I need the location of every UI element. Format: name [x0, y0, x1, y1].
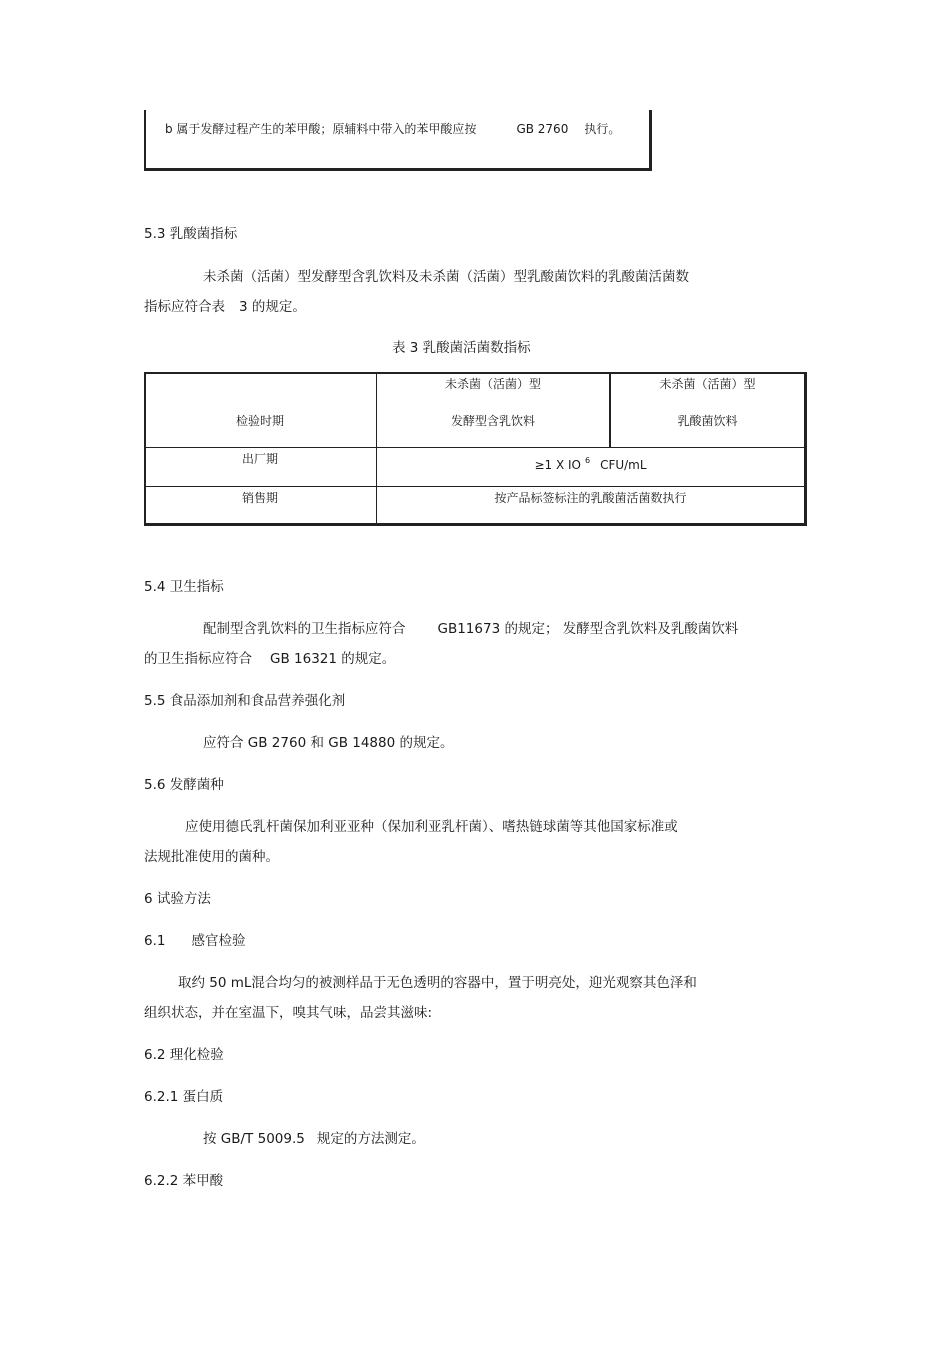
- footnote-text: [165, 120, 620, 138]
- row-factory-period: 出厂期: [241, 452, 278, 466]
- section-5-4-line1a: 配制型含乳饮料的卫生指标应符合: [203, 621, 406, 637]
- section-6-2-heading: 6.2 理化检验: [144, 1047, 224, 1063]
- section-5-4-line1b: GB11673 的规定； 发酵型含乳饮料及乳酸菌饮料: [437, 621, 739, 637]
- section-6-2-2-heading: 6.2.2 苯甲酸: [144, 1173, 224, 1189]
- section-5-4-line2a: 的卫生指标应符合: [144, 651, 252, 667]
- row-sales-value: 按产品标签标注的乳酸菌活菌数执行: [494, 491, 687, 505]
- count-unit: CFU/mL: [600, 458, 647, 472]
- count-base: ≥1 X IO: [534, 458, 581, 472]
- row-sales-period: 销售期: [241, 491, 278, 505]
- header-col2-top: 未杀菌（活菌）型: [659, 377, 756, 391]
- section-5-4-line1: [203, 620, 738, 638]
- row-factory-value: [377, 453, 804, 473]
- section-5-6-line2: 法规批准使用的菌种。: [144, 849, 279, 865]
- section-6-1-heading: [144, 932, 245, 950]
- section-6-2-1-line1b: 规定的方法测定。: [316, 1131, 425, 1147]
- section-5-3-heading: 5.3 乳酸菌指标: [144, 226, 238, 242]
- section-5-4-line2: [144, 650, 395, 668]
- section-6-1-title: 感官检验: [191, 933, 246, 949]
- section-6-1-line1: 取约 50 mL混合均匀的被测样品于无色透明的容器中，置于明亮处，迎光观察其色泽和: [178, 975, 697, 991]
- section-5-3-line2b: 3 的规定。: [239, 299, 306, 315]
- section-5-4-line2b: GB 16321 的规定。: [270, 651, 396, 667]
- table-3: [144, 372, 807, 526]
- section-6-2-1-line1: [203, 1130, 425, 1148]
- footnote-ref: GB 2760: [516, 122, 569, 136]
- section-5-5-heading: 5.5 食品添加剂和食品营养强化剂: [144, 693, 346, 709]
- section-5-3-line1: 未杀菌（活菌）型发酵型含乳饮料及未杀菌（活菌）型乳酸菌饮料的乳酸菌活菌数: [203, 269, 689, 285]
- section-6-1-line2: 组织状态，并在室温下，嗅其气味，品尝其滋味:: [144, 1005, 433, 1021]
- section-5-4-heading: 5.4 卫生指标: [144, 579, 224, 595]
- footnote-tail: 执行。: [584, 122, 621, 136]
- section-6-2-1-line1a: 按 GB/T 5009.5: [203, 1131, 305, 1147]
- count-exponent: 6: [584, 456, 591, 465]
- header-col2-bottom: 乳酸菌饮料: [677, 414, 738, 428]
- section-5-5-line1: 应符合 GB 2760 和 GB 14880 的规定。: [203, 735, 454, 751]
- footnote-body: b 属于发酵过程产生的苯甲酸；原辅料中带入的苯甲酸应按: [165, 122, 477, 136]
- section-6-2-1-heading: 6.2.1 蛋白质: [144, 1089, 224, 1105]
- section-6-1-number: 6.1: [144, 933, 166, 949]
- section-5-3-line2a: 指标应符合表: [144, 299, 225, 315]
- section-5-6-heading: 5.6 发酵菌种: [144, 777, 224, 793]
- section-6-heading: 6 试验方法: [144, 891, 211, 907]
- header-period: 检验时期: [235, 414, 284, 428]
- section-5-3-line2: [144, 298, 306, 316]
- header-col1-bottom: 发酵型含乳饮料: [450, 414, 535, 428]
- table-3-caption: 表 3 乳酸菌活菌数指标: [392, 340, 531, 356]
- section-5-6-line1: 应使用德氏乳杆菌保加利亚亚种（保加利亚乳杆菌）、嗜热链球菌等其他国家标准或: [185, 819, 678, 835]
- header-col1-top: 未杀菌（活菌）型: [444, 377, 541, 391]
